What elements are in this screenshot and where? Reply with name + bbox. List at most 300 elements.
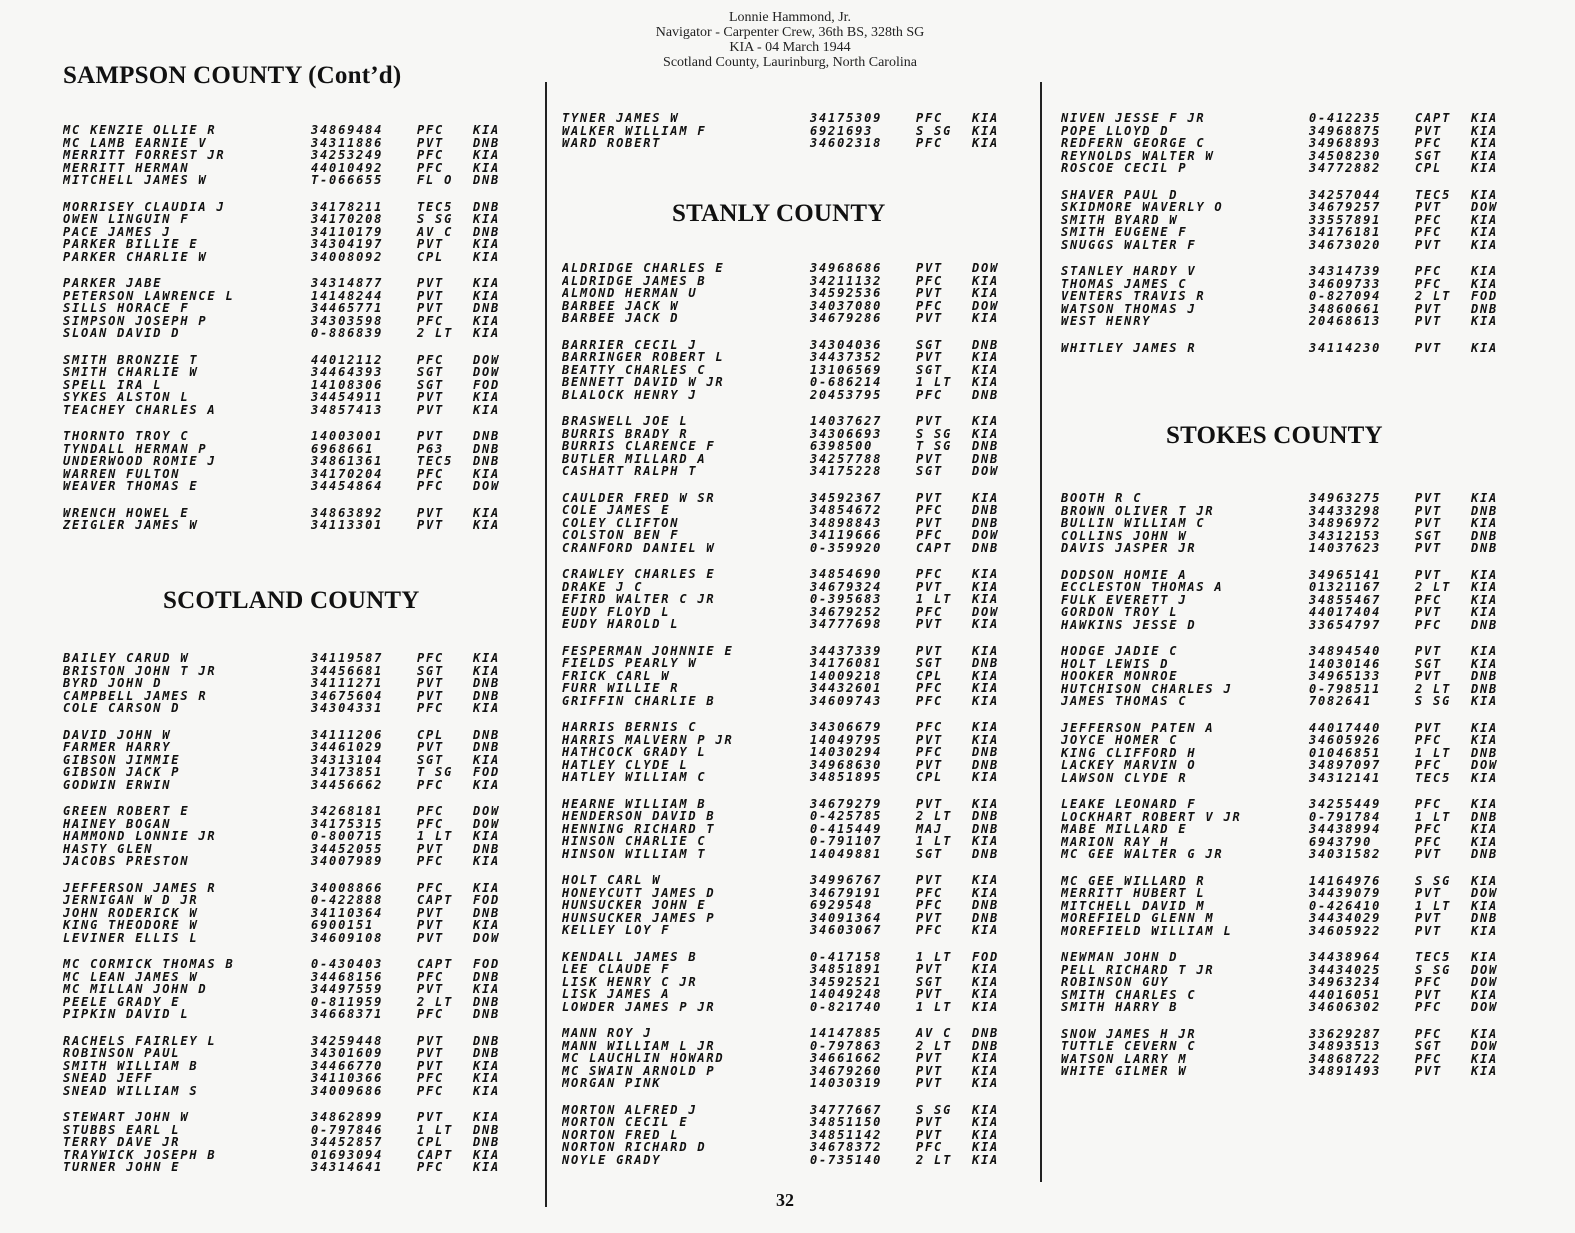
casualty-name: MC GEE WALTER G JR: [1061, 848, 1224, 861]
rank: PVT: [1415, 516, 1443, 530]
status-code: DOW: [473, 804, 501, 818]
status-code: FOD: [473, 893, 501, 907]
service-number: 34963234: [1309, 975, 1382, 989]
service-number: 34777698: [810, 617, 883, 631]
service-number: 44017404: [1309, 605, 1382, 619]
casualty-name: TEACHEY CHARLES A: [63, 403, 217, 416]
service-number: 34110179: [311, 224, 384, 239]
casualty-name: CRAWLEY CHARLES E: [562, 568, 716, 581]
service-number: 7082641: [1309, 694, 1373, 708]
casualty-row: [1061, 670, 1511, 683]
rank: PVT: [916, 757, 944, 772]
casualty-name: SYKES ALSTON L: [63, 391, 190, 404]
service-number: 34306693: [810, 426, 883, 441]
casualty-row: [562, 606, 1012, 619]
status-code: KIA: [473, 390, 501, 404]
service-number: 34605926: [1309, 733, 1382, 747]
status-code: KIA: [473, 1083, 501, 1098]
status-code: DNB: [1471, 669, 1499, 683]
status-code: DNB: [972, 503, 1000, 517]
casualty-row: [1061, 214, 1511, 227]
rank: AV C: [417, 224, 454, 239]
casualty-row: [1061, 900, 1511, 913]
casualty-row: [1061, 976, 1511, 989]
casualty-row: [562, 759, 1012, 772]
status-code: KIA: [1471, 822, 1499, 836]
casualty-name: MOREFIELD GLENN M: [1061, 912, 1215, 925]
casualty-row: [562, 112, 1012, 125]
status-code: KIA: [1471, 237, 1499, 252]
status-code: KIA: [972, 796, 1000, 811]
status-code: DNB: [473, 1135, 501, 1149]
service-number: 34454864: [311, 479, 384, 493]
casualty-name: BYRD JOHN D: [63, 677, 163, 690]
rank: PVT: [417, 1046, 445, 1060]
status-code: DOW: [972, 261, 1000, 275]
service-number: 34661662: [810, 1051, 883, 1065]
status-code: DNB: [473, 740, 501, 754]
rank: PVT: [1415, 301, 1443, 316]
casualty-row: [562, 262, 1012, 275]
rank: SGT: [916, 974, 944, 989]
service-number: 0-426410: [1309, 898, 1382, 913]
roster-group: [562, 798, 1012, 861]
casualty-name: LOCKHART ROBERT V JR: [1061, 810, 1242, 823]
rank: PVT: [417, 688, 445, 703]
status-code: KIA: [972, 111, 1000, 125]
rank: PVT: [417, 1110, 445, 1124]
rank: 2 LT: [916, 1038, 953, 1053]
header-crew: Navigator - Carpenter Crew, 36th BS, 328th SG: [655, 25, 925, 40]
rank: 1 LT: [417, 1122, 454, 1137]
service-number: 34253249: [311, 148, 384, 162]
casualty-row: [1061, 581, 1511, 594]
casualty-name: RACHELS FAIRLEY L: [63, 1034, 217, 1047]
casualty-name: GREEN ROBERT E: [63, 805, 190, 818]
casualty-name: PIPKIN DAVID L: [63, 1008, 190, 1021]
casualty-name: JACOBS PRESTON: [63, 855, 190, 868]
casualty-name: MERRITT FORREST JR: [63, 149, 226, 162]
status-code: KIA: [1471, 136, 1499, 150]
rank: PFC: [916, 885, 944, 900]
service-number: 34868722: [1309, 1051, 1382, 1066]
rank: 1 LT: [916, 999, 953, 1014]
rank: PVT: [1415, 340, 1443, 355]
service-number: 34465771: [311, 301, 384, 315]
casualty-row: [562, 645, 1012, 658]
rank: PVT: [916, 1063, 944, 1078]
casualty-row: [1061, 772, 1511, 785]
casualty-row: [562, 771, 1012, 784]
rank: PFC: [916, 528, 944, 542]
status-code: KIA: [473, 1110, 501, 1124]
casualty-name: DAVIS JASPER JR: [1061, 542, 1197, 555]
casualty-name: MERRITT HUBERT L: [1061, 887, 1206, 900]
service-number: 34857413: [311, 402, 384, 417]
casualty-row: [63, 855, 513, 868]
rank: PVT: [916, 1076, 944, 1090]
casualty-row: [562, 1141, 1012, 1154]
rank: 1 LT: [1415, 745, 1452, 760]
casualty-row: [1061, 695, 1511, 708]
casualty-name: WATSON THOMAS J: [1061, 302, 1197, 315]
rank: PFC: [1415, 822, 1443, 836]
service-number: 34679191: [810, 885, 883, 900]
status-code: KIA: [1471, 656, 1499, 671]
rank: PFC: [1415, 834, 1443, 849]
rank: 1 LT: [417, 829, 454, 843]
service-number: 14030146: [1309, 656, 1382, 671]
status-code: KIA: [972, 362, 1000, 377]
casualty-row: [63, 766, 513, 779]
casualty-name: SMITH CHARLIE W: [63, 366, 199, 379]
service-number: 34860661: [1309, 301, 1382, 316]
status-code: KIA: [1471, 644, 1499, 658]
status-code: KIA: [1471, 340, 1499, 355]
status-code: KIA: [473, 1071, 501, 1085]
service-number: 34255449: [1309, 797, 1382, 811]
status-code: DNB: [473, 135, 501, 150]
casualty-row: [63, 652, 513, 665]
casualty-name: MERRITT HERMAN: [63, 161, 190, 174]
casualty-row: [562, 912, 1012, 925]
rank: PVT: [1415, 669, 1443, 683]
service-number: 34301609: [311, 1046, 384, 1060]
casualty-row: [562, 835, 1012, 848]
casualty-row: [1061, 887, 1511, 900]
rank: PVT: [916, 579, 944, 594]
roster-group: [562, 1104, 1012, 1167]
status-code: DOW: [1471, 200, 1499, 214]
status-code: KIA: [972, 273, 1000, 288]
rank: PFC: [1415, 975, 1443, 989]
casualty-name: FURR WILLIE R: [562, 682, 680, 695]
service-number: 34456662: [311, 777, 384, 792]
casualty-row: [63, 455, 513, 468]
roster-group: [562, 645, 1012, 708]
casualty-row: [1061, 951, 1511, 964]
rank: PFC: [1415, 797, 1443, 811]
roster-group: [63, 958, 513, 1021]
roster-group: [1061, 189, 1511, 252]
page-header: [560, 10, 1020, 70]
county-heading: SAMPSON COUNTY (Cont’d): [63, 62, 402, 89]
service-number: 34464393: [311, 365, 384, 379]
rank: PVT: [417, 930, 445, 945]
service-number: 34508230: [1309, 148, 1382, 163]
service-number: 34314877: [311, 276, 384, 290]
casualty-row: [63, 277, 513, 290]
service-number: 34855467: [1309, 592, 1382, 607]
service-number: 01321167: [1309, 580, 1382, 594]
service-number: 14037627: [810, 414, 883, 428]
rank: S SG: [916, 1102, 953, 1117]
service-number: 34668371: [311, 1007, 384, 1021]
roster-group: [63, 354, 513, 417]
rank: SGT: [1415, 148, 1443, 163]
rank: PVT: [1415, 923, 1443, 938]
status-code: KIA: [972, 974, 1000, 989]
casualty-name: SPELL IRA L: [63, 378, 163, 391]
service-number: 0-415449: [810, 821, 883, 836]
status-code: DNB: [972, 757, 1000, 772]
service-number: 34311886: [311, 135, 384, 150]
roster-group: [1061, 645, 1511, 708]
status-code: DNB: [972, 451, 1000, 466]
casualty-name: SMITH BRONZIE T: [63, 353, 199, 366]
status-code: KIA: [1471, 1051, 1499, 1066]
casualty-row: [63, 932, 513, 945]
casualty-row: [562, 1154, 1012, 1167]
status-code: DOW: [1471, 962, 1499, 977]
casualty-row: [1061, 606, 1511, 619]
casualty-name: THORNTO TROY C: [63, 430, 190, 443]
status-code: KIA: [1471, 314, 1499, 328]
service-number: 0-797846: [311, 1122, 384, 1137]
casualty-row: [63, 1085, 513, 1098]
casualty-name: LAWSON CLYDE R: [1061, 771, 1188, 784]
casualty-name: SHAVER PAUL D: [1061, 188, 1179, 201]
roster-group: [1061, 265, 1511, 328]
rank: 2 LT: [1415, 580, 1452, 594]
service-number: 34304331: [311, 701, 384, 715]
casualty-name: LISK JAMES A: [562, 988, 671, 1001]
casualty-name: LEVINER ELLIS L: [63, 931, 199, 944]
casualty-name: ROBINSON GUY: [1061, 976, 1170, 989]
status-code: FOD: [1471, 289, 1499, 303]
casualty-row: [63, 1111, 513, 1124]
casualty-row: [1061, 658, 1511, 671]
casualty-name: CRANFORD DANIEL W: [562, 541, 716, 554]
casualty-row: [1061, 964, 1511, 977]
casualty-row: [562, 963, 1012, 976]
service-number: 34893513: [1309, 1039, 1382, 1053]
status-code: KIA: [473, 249, 501, 264]
rank: PFC: [1415, 225, 1443, 239]
casualty-row: [63, 354, 513, 367]
status-code: KIA: [473, 854, 501, 868]
rank: PVT: [916, 414, 944, 428]
roster-group: [63, 430, 513, 493]
service-number: 44010492: [311, 160, 384, 175]
status-code: DNB: [473, 224, 501, 239]
service-number: 34306679: [810, 720, 883, 734]
casualty-row: [562, 734, 1012, 747]
casualty-row: [1061, 137, 1511, 150]
service-number: 14147885: [810, 1026, 883, 1040]
casualty-row: [63, 983, 513, 996]
casualty-row: [63, 1124, 513, 1137]
status-code: KIA: [972, 834, 1000, 848]
status-code: DNB: [1471, 809, 1499, 824]
service-number: 34304036: [810, 337, 883, 352]
casualty-row: [562, 568, 1012, 581]
rank: PFC: [1415, 1051, 1443, 1066]
column-divider-left: [545, 82, 547, 1207]
service-number: 34312141: [1309, 770, 1382, 785]
service-number: 34314641: [311, 1160, 384, 1174]
rank: 2 LT: [417, 326, 454, 340]
casualty-row: [562, 899, 1012, 912]
service-number: 34110366: [311, 1071, 384, 1085]
casualty-name: BLALOCK HENRY J: [562, 388, 698, 401]
casualty-name: SILLS HORACE F: [63, 302, 190, 315]
service-number: 14164976: [1309, 873, 1382, 888]
casualty-row: [63, 290, 513, 303]
roster-group: [63, 124, 513, 187]
status-code: KIA: [972, 592, 1000, 606]
rank: CAPT: [417, 1147, 454, 1162]
status-code: KIA: [972, 1051, 1000, 1065]
casualty-name: THOMAS JAMES C: [1061, 277, 1188, 290]
casualty-name: HENNING RICHARD T: [562, 822, 716, 835]
casualty-row: [562, 976, 1012, 989]
casualty-row: [1061, 112, 1511, 125]
status-code: DNB: [473, 454, 501, 468]
roster-group: [63, 1035, 513, 1098]
casualty-name: PACE JAMES J: [63, 225, 172, 238]
rank: 2 LT: [916, 1152, 953, 1167]
service-number: 34008092: [311, 249, 384, 264]
status-code: KIA: [473, 288, 501, 303]
casualty-row: [63, 805, 513, 818]
casualty-row: [63, 729, 513, 742]
rank: PVT: [1415, 605, 1443, 619]
roster-group: [63, 882, 513, 945]
roster-group: [562, 721, 1012, 784]
service-number: 6929548: [810, 898, 874, 912]
service-number: 6968661: [311, 441, 375, 456]
status-code: DNB: [1471, 541, 1499, 555]
status-code: DNB: [473, 905, 501, 920]
casualty-name: HARRIS BERNIS C: [562, 721, 698, 734]
status-code: KIA: [972, 923, 1000, 937]
status-code: KIA: [473, 466, 501, 481]
casualty-row: [63, 907, 513, 920]
casualty-name: EFIRD WALTER C JR: [562, 593, 716, 606]
casualty-row: [63, 1161, 513, 1174]
casualty-row: [1061, 492, 1511, 505]
casualty-name: FRICK CARL W: [562, 669, 671, 682]
casualty-name: ZEIGLER JAMES W: [63, 519, 199, 532]
service-number: 34031582: [1309, 847, 1382, 861]
rank: PFC: [417, 313, 445, 328]
casualty-row: [562, 312, 1012, 325]
casualty-name: HATLEY CLYDE L: [562, 758, 689, 771]
service-number: 34968893: [1309, 136, 1382, 150]
status-code: DOW: [972, 298, 1000, 313]
rank: CAPT: [417, 957, 454, 971]
rank: PVT: [916, 286, 944, 300]
casualty-row: [63, 894, 513, 907]
rank: PVT: [916, 261, 944, 275]
service-number: 34963275: [1309, 491, 1382, 505]
casualty-row: [63, 174, 513, 187]
rank: PVT: [1415, 567, 1443, 582]
rank: PVT: [417, 982, 445, 996]
casualty-name: OWEN LINGUIN F: [63, 213, 190, 226]
casualty-name: NIVEN JESSE F JR: [1061, 112, 1206, 125]
status-code: DOW: [1471, 1000, 1499, 1014]
service-number: 01046851: [1309, 745, 1382, 760]
roster-group: [63, 1111, 513, 1174]
status-code: DNB: [473, 199, 501, 214]
status-code: KIA: [1471, 148, 1499, 163]
rank: PVT: [1415, 200, 1443, 214]
service-number: 0-412235: [1309, 111, 1382, 125]
rank: PVT: [417, 841, 445, 856]
status-code: KIA: [473, 160, 501, 175]
service-number: 34606302: [1309, 1000, 1382, 1014]
casualty-row: [1061, 645, 1511, 658]
service-number: 14049881: [810, 846, 883, 861]
casualty-name: KING CLIFFORD H: [1061, 746, 1197, 759]
service-number: 6921693: [810, 123, 874, 138]
rank: CPL: [417, 249, 445, 264]
casualty-row: [63, 741, 513, 754]
casualty-name: HINSON WILLIAM T: [562, 847, 707, 860]
casualty-row: [1061, 201, 1511, 214]
status-code: KIA: [972, 999, 1000, 1014]
casualty-name: BURRIS BRADY R: [562, 427, 689, 440]
casualty-name: HAWKINS JESSE D: [1061, 618, 1197, 631]
casualty-row: [1061, 798, 1511, 811]
rank: PVT: [417, 918, 445, 932]
casualty-row: [562, 376, 1012, 389]
roster-group: [63, 507, 513, 532]
status-code: DOW: [972, 464, 1000, 478]
rank: PVT: [1415, 987, 1443, 1002]
service-number: 0-797863: [810, 1038, 883, 1053]
service-number: 34772882: [1309, 161, 1382, 175]
county-roster: [1061, 492, 1511, 1092]
service-number: 0-359920: [810, 540, 883, 555]
rank: PVT: [1415, 237, 1443, 252]
rank: SGT: [417, 365, 445, 379]
county-roster: [562, 112, 1012, 164]
rank: 1 LT: [1415, 898, 1452, 913]
rank: AV C: [916, 1026, 953, 1040]
status-code: KIA: [1471, 212, 1499, 227]
status-code: DOW: [473, 816, 501, 831]
rank: PFC: [916, 693, 944, 708]
casualty-name: COLLINS JOHN W: [1061, 529, 1188, 542]
service-number: 34178211: [311, 199, 384, 214]
casualty-name: MITCHELL DAVID M: [1061, 899, 1206, 912]
casualty-name: HOLT LEWIS D: [1061, 657, 1170, 670]
status-code: DNB: [1471, 503, 1499, 518]
rank: CPL: [417, 1135, 445, 1149]
service-number: 34673020: [1309, 237, 1382, 252]
rank: PVT: [417, 505, 445, 520]
status-code: KIA: [972, 1127, 1000, 1142]
rank: TEC5: [1415, 187, 1452, 202]
casualty-row: [1061, 542, 1511, 555]
casualty-name: VENTERS TRAVIS R: [1061, 290, 1206, 303]
rank: PVT: [417, 288, 445, 303]
status-code: DNB: [972, 745, 1000, 759]
rank: PVT: [916, 350, 944, 364]
rank: 1 LT: [1415, 809, 1452, 824]
rank: 1 LT: [916, 834, 953, 848]
status-code: KIA: [473, 505, 501, 520]
status-code: KIA: [1471, 770, 1499, 785]
roster-group: [63, 201, 513, 264]
service-number: 34679257: [1309, 200, 1382, 214]
status-code: KIA: [473, 752, 501, 767]
casualty-row: [63, 702, 513, 715]
status-code: KIA: [1471, 1026, 1499, 1041]
